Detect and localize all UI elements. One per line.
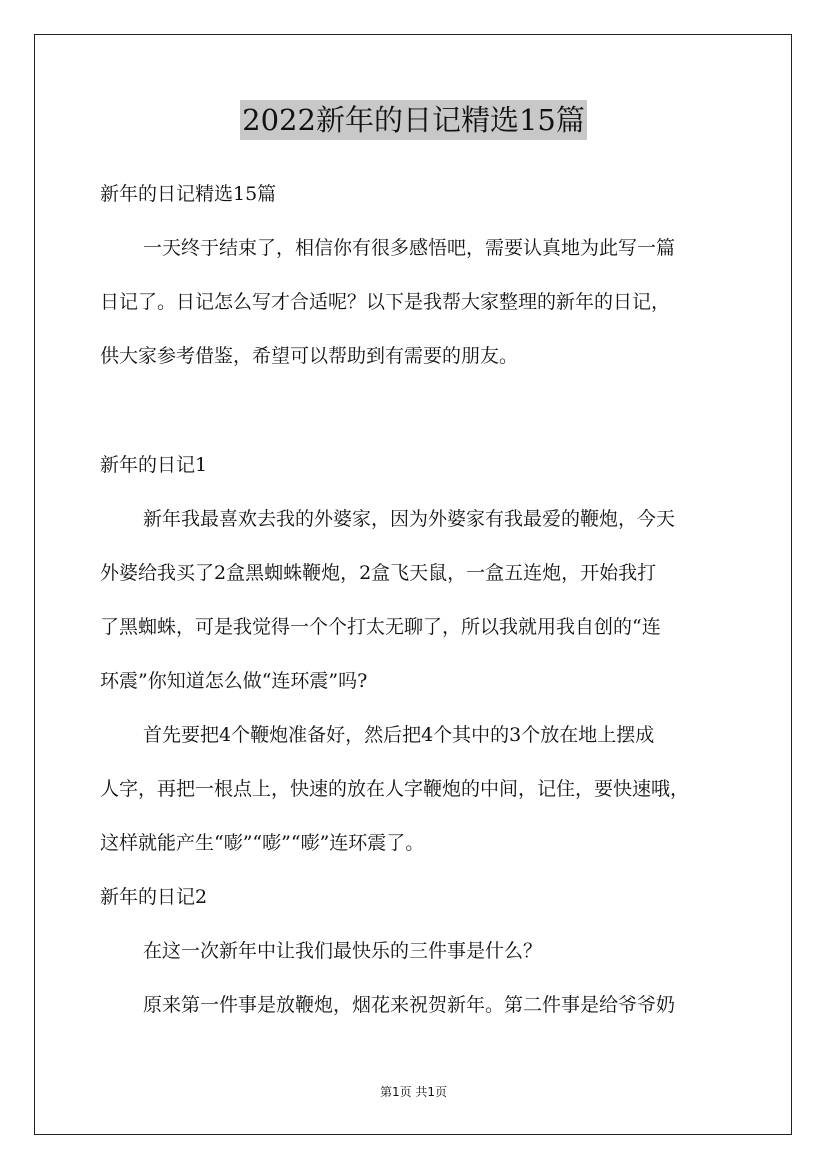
page-number-footer: 第1页 共1页 <box>379 1085 448 1099</box>
entry1-paragraph-line: 了黑蜘蛛，可是我觉得一个个打太无聊了，所以我就用我自创的“连 <box>100 616 661 638</box>
intro-line: 供大家参考借鉴，希望可以帮助到有需要的朋友。 <box>100 345 519 367</box>
entry1-paragraph-line: 环震”你知道怎么做“连环震”吗? <box>100 670 368 692</box>
entry1-heading: 新年的日记1 <box>100 454 208 476</box>
entry1-paragraph-line: 新年我最喜欢去我的外婆家，因为外婆家有我最爱的鞭炮，今天 <box>143 508 676 530</box>
document-title: 2022新年的日记精选15篇 <box>240 100 587 140</box>
entry2-heading: 新年的日记2 <box>100 886 208 908</box>
document-heading: 新年的日记精选15篇 <box>100 183 277 205</box>
entry2-paragraph-line: 原来第一件事是放鞭炮，烟花来祝贺新年。第二件事是给爷爷奶 <box>143 994 676 1016</box>
entry1-paragraph-line: 外婆给我买了2盒黑蜘蛛鞭炮，2盒飞天鼠，一盒五连炮，开始我打 <box>100 562 657 584</box>
entry1-paragraph2-line: 这样就能产生“嘭”“嘭”“嘭”连环震了。 <box>100 832 425 854</box>
title-container <box>0 100 827 140</box>
entry1-paragraph2-line: 人字，再把一根点上，快速的放在人字鞭炮的中间，记住，要快速哦， <box>100 778 690 800</box>
intro-line: 日记了。日记怎么写才合适呢？以下是我帮大家整理的新年的日记， <box>100 291 671 313</box>
entry2-paragraph-line: 在这一次新年中让我们最快乐的三件事是什么？ <box>143 940 543 962</box>
intro-line: 一天终于结束了，相信你有很多感悟吧，需要认真地为此写一篇 <box>143 237 676 259</box>
entry1-paragraph2-line: 首先要把4个鞭炮准备好，然后把4个其中的3个放在地上摆成 <box>143 724 655 746</box>
